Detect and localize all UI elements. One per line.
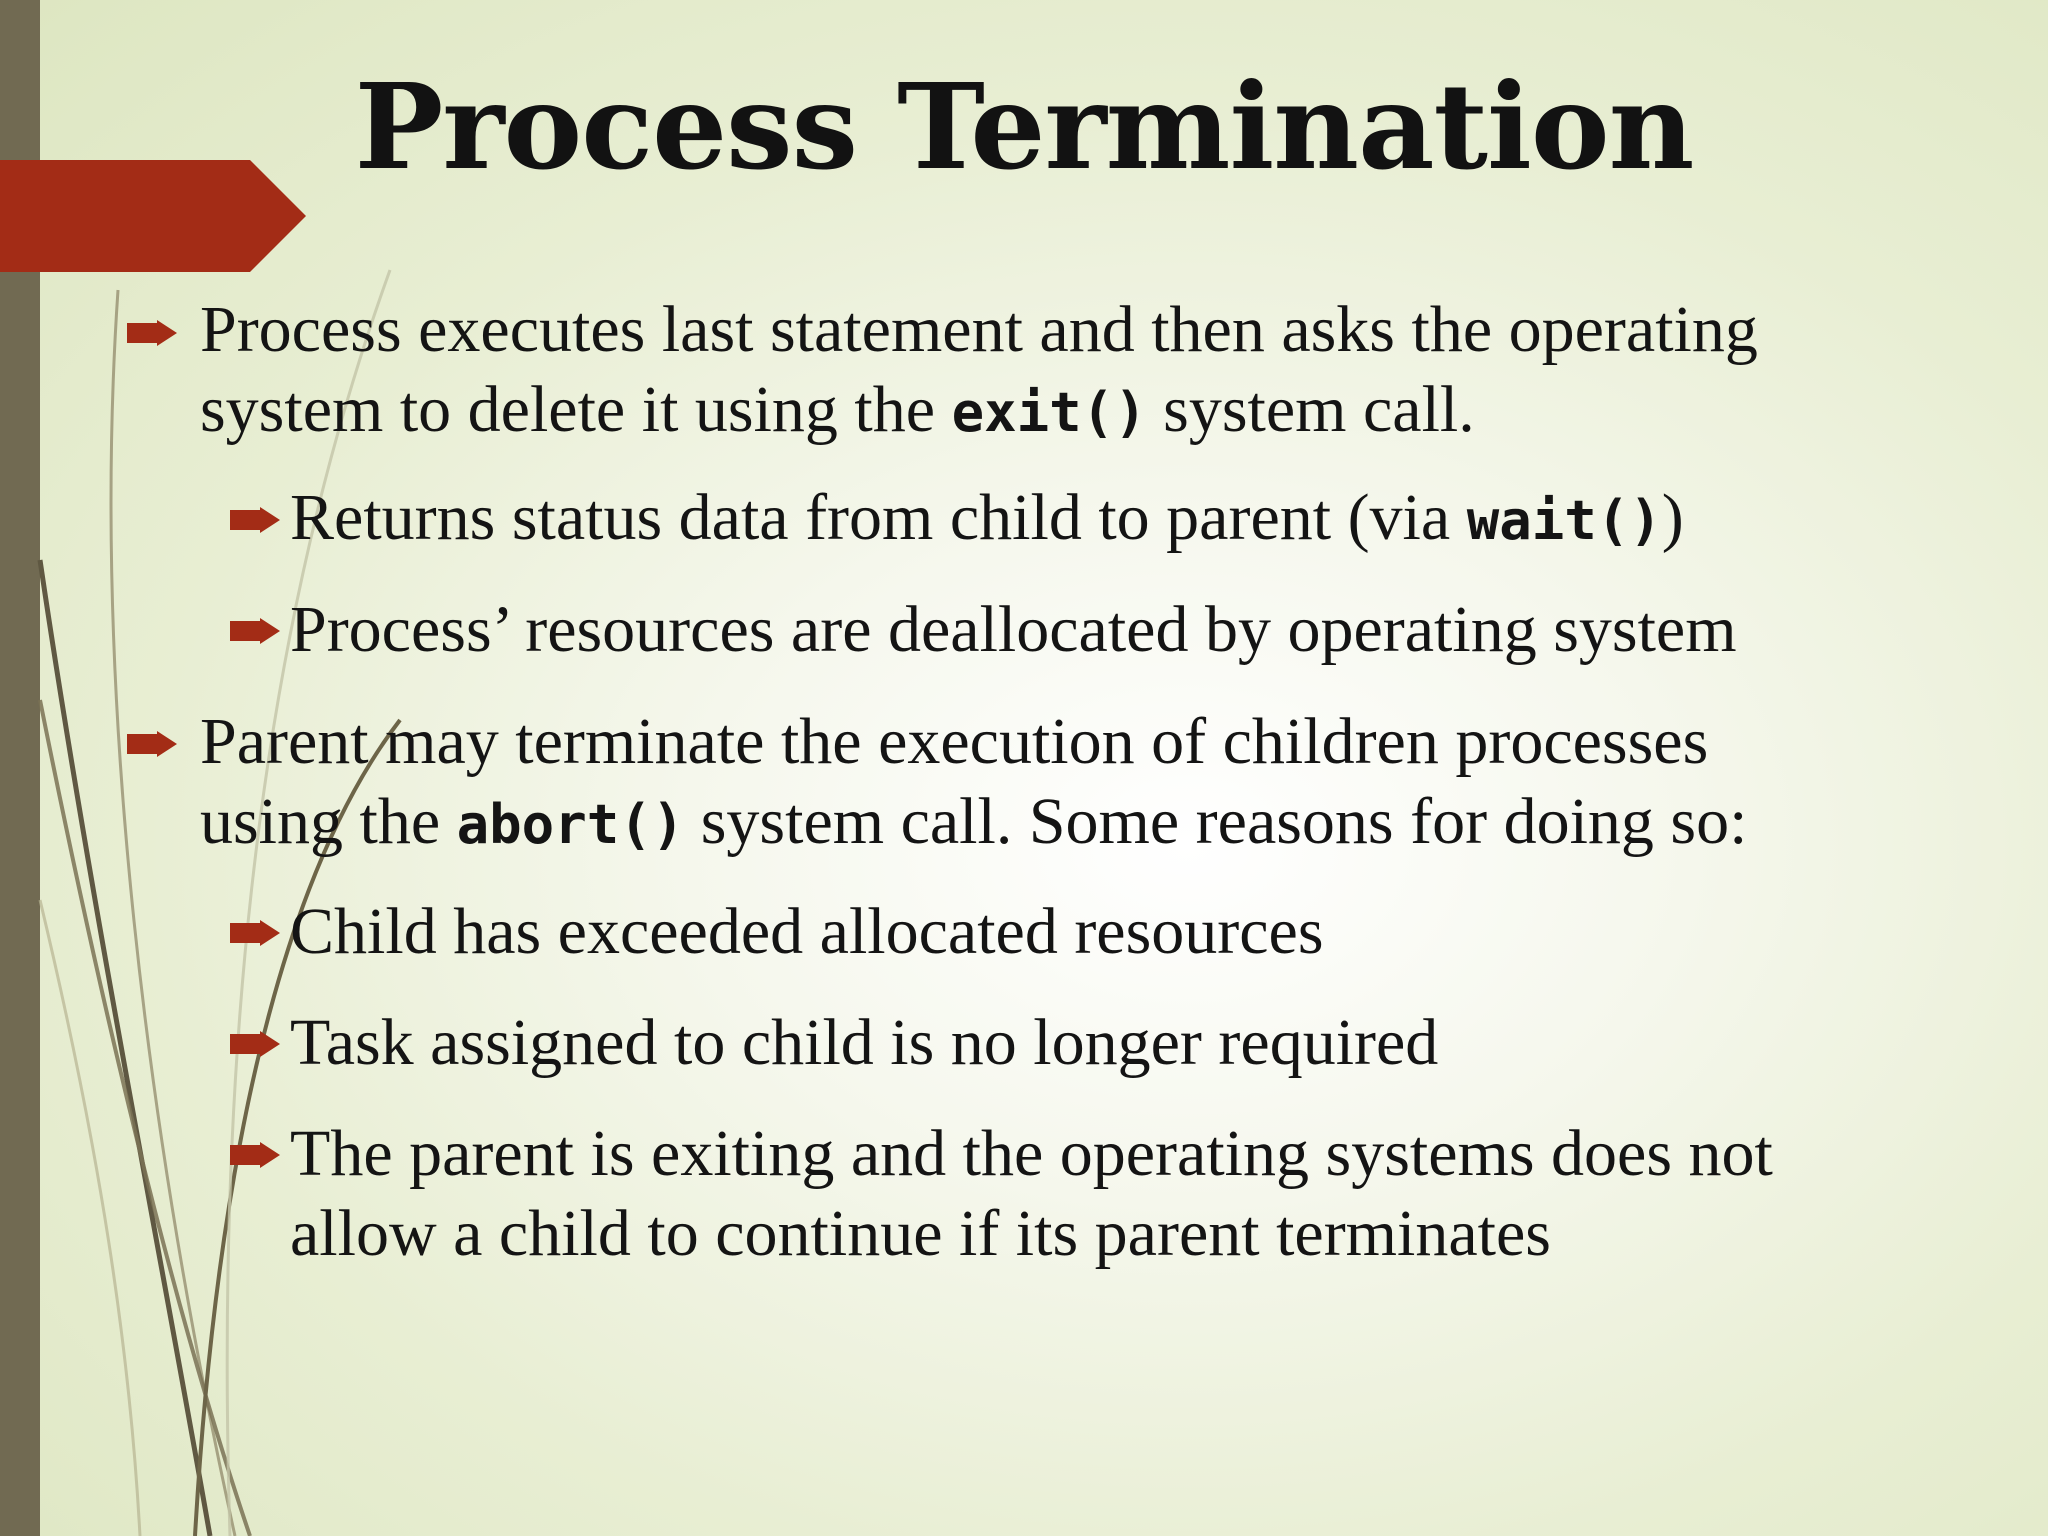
bullet-arrow-icon: [230, 920, 280, 946]
bullet-2-text: Returns status data from child to parent (via: [290, 481, 1467, 554]
exit-code: exit(): [951, 381, 1147, 444]
bullet-1-text: system to delete it using the: [200, 373, 952, 446]
wait-code: wait(): [1466, 489, 1662, 552]
bullet-arrow-icon: [230, 618, 280, 644]
bullet-1-line-1: Process executes last statement and then asks the operating: [200, 293, 1758, 366]
bullet-3: Process’ resources are deallocated by operating system: [290, 593, 1737, 666]
bullet-4-text-after: system call. Some reasons for doing so:: [684, 785, 1748, 858]
bullet-4-text: using the: [200, 785, 457, 858]
bullet-7-line-2: allow a child to continue if its parent terminates: [290, 1197, 1551, 1270]
bullet-4-line-2: [200, 782, 1747, 865]
abort-code: abort(): [456, 793, 685, 856]
bullet-6: Task assigned to child is no longer required: [290, 1006, 1439, 1079]
bullet-2-text-after: ): [1661, 481, 1684, 554]
bullet-1-line-2: [200, 370, 1475, 453]
bullet-arrow-icon: [127, 320, 177, 346]
bullet-1-text-after: system call.: [1146, 373, 1475, 446]
bullet-arrow-icon: [230, 1142, 280, 1168]
bullet-arrow-icon: [230, 1031, 280, 1057]
bullet-arrow-icon: [230, 507, 280, 533]
bullet-7-line-1: The parent is exiting and the operating systems does not: [290, 1117, 1773, 1190]
bullet-arrow-icon: [127, 731, 177, 757]
bullet-2: [290, 478, 1684, 561]
bullet-5: Child has exceeded allocated resources: [290, 895, 1324, 968]
slide-title: Process Termination: [354, 57, 1694, 196]
bullet-4-line-1: Parent may terminate the execution of children processes: [200, 705, 1709, 778]
